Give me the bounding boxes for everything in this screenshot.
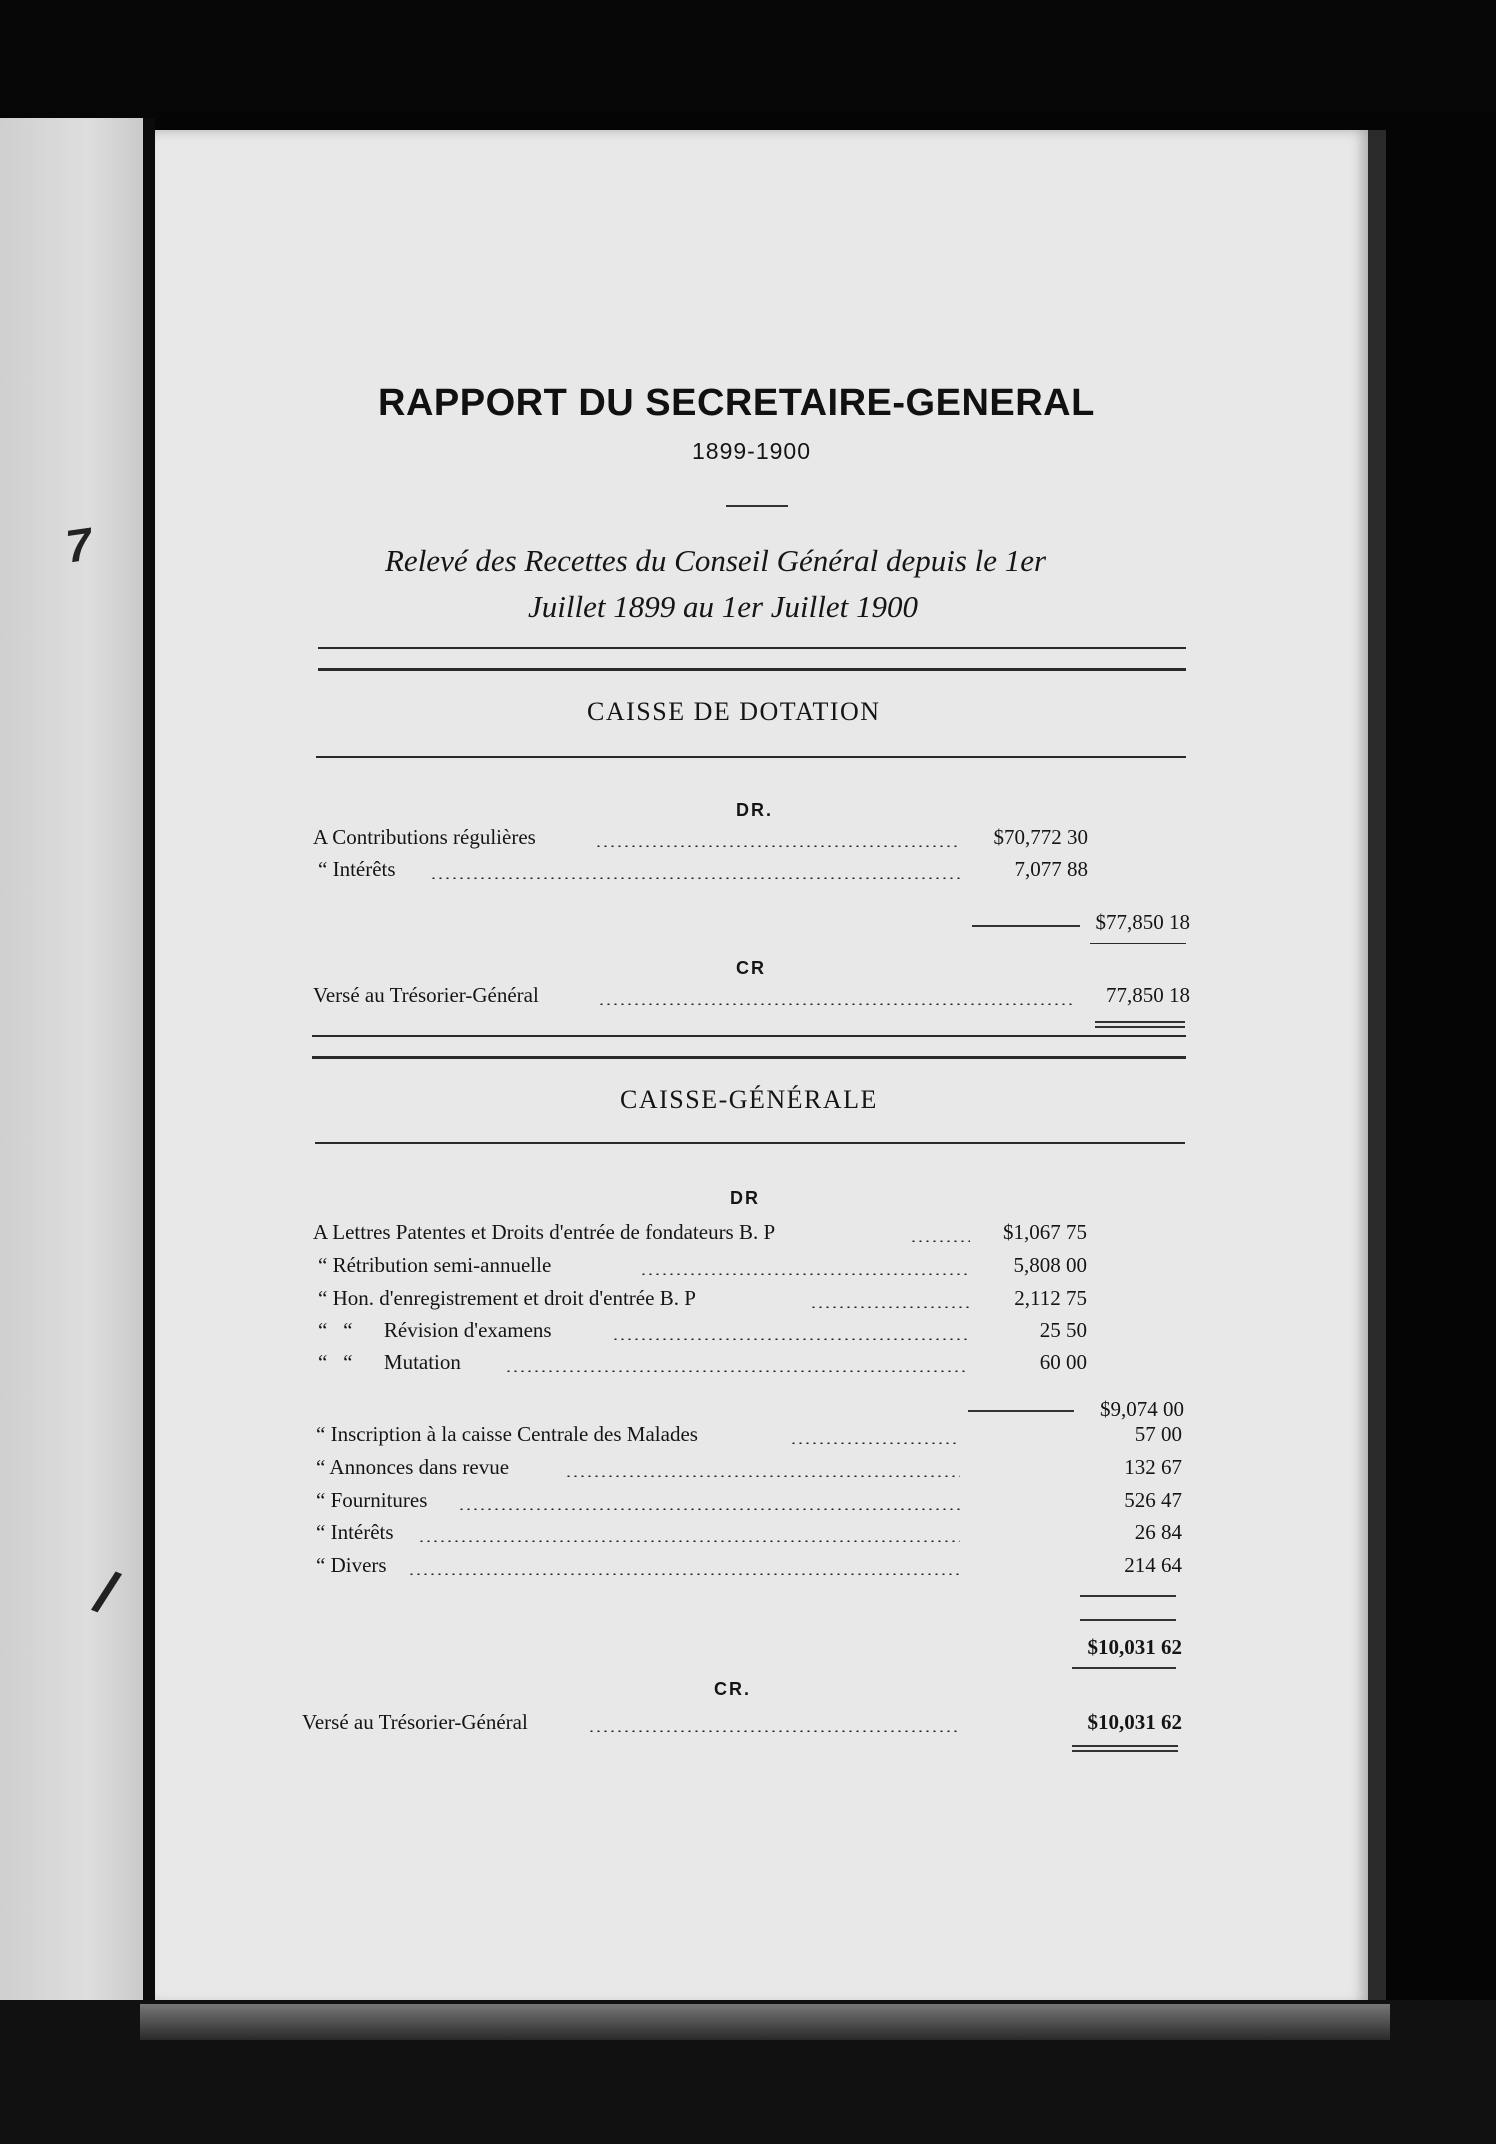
ledger-label: A Lettres Patentes et Droits d'entrée de fondateurs B. P [313,1220,776,1244]
ledger-label: A Contributions régulières [313,825,536,849]
ledger-row [0,1455,1496,1485]
ledger-total-row [0,910,1496,940]
ledger-label: “ Intérêts [318,857,396,881]
leader-dots [612,1338,967,1340]
sum-rule [1080,1619,1176,1621]
ledger-label: “ Inscription à la caisse Centrale des Malades [316,1422,698,1446]
sum-rule [1080,1595,1176,1597]
leader-dots [810,1306,970,1308]
section-heading-generale: CAISSE-GÉNÉRALE [620,1085,878,1114]
double-underline [1095,1021,1185,1028]
ledger-row [0,1422,1496,1452]
ledger-row [0,1488,1496,1518]
handwritten-tick-mark: / [86,1558,127,1627]
separator-rule [312,1035,1186,1037]
ledger-amount: 2,112 75 [1014,1286,1087,1310]
ledger-total: $77,850 18 [1095,910,1190,934]
report-subtitle-line-2: Juillet 1899 au 1er Juillet 1900 [528,589,919,624]
separator-rule [318,647,1186,649]
title-rule [726,505,788,507]
cr-label: CR [736,958,766,978]
ledger-amount: 5,808 00 [1013,1253,1087,1277]
total-underline [1090,943,1186,944]
ledger-amount: $70,772 30 [993,825,1088,849]
ledger-total-row [0,1635,1496,1665]
report-title: RAPPORT DU SECRETAIRE-GENERAL [378,382,1095,424]
ledger-amount: 57 00 [1134,1422,1182,1446]
ledger-amount: 60 00 [1039,1350,1087,1374]
leader-dots [408,1573,960,1575]
ledger-amount: 526 47 [1124,1488,1182,1512]
leader-dots [595,845,960,847]
book-bottom-edge [140,2004,1390,2040]
scan-top-border [0,0,1496,118]
ledger-amount: 214 64 [1124,1553,1182,1577]
double-underline [1072,1745,1178,1752]
ledger-label: “ Rétribution semi-annuelle [318,1253,552,1277]
leader-dots [588,1730,960,1732]
ledger-label: “ “ Mutation [318,1350,461,1374]
ledger-label: “ Intérêts [316,1520,394,1544]
ledger-label: “ Annonces dans revue [316,1455,510,1479]
ledger-row [0,1350,1496,1380]
leader-dots [505,1370,967,1372]
ledger-label: “ “ Révision d'examens [318,1318,552,1342]
handwritten-page-mark: 7 [62,517,96,573]
ledger-amount: 26 84 [1134,1520,1182,1544]
ledger-amount: 132 67 [1124,1455,1182,1479]
ledger-row [0,983,1496,1013]
ledger-row [0,1253,1496,1283]
section-rule [316,756,1186,758]
ledger-row [0,857,1496,887]
separator-rule [318,668,1186,671]
ledger-amount: 25 50 [1039,1318,1087,1342]
ledger-row [0,1286,1496,1316]
ledger-label: Versé au Trésorier-Général [313,983,539,1007]
leader-dots [458,1508,960,1510]
ledger-label: “ Fournitures [316,1488,428,1512]
ledger-row [0,1220,1496,1250]
leader-dots [598,1003,1073,1005]
cr-label: CR. [714,1679,751,1699]
section-rule [315,1142,1185,1144]
report-subtitle-line-1: Relevé des Recettes du Conseil Général depuis le 1er [385,543,1047,578]
facing-page-edge [0,118,145,2038]
section-heading-dotation: CAISSE DE DOTATION [587,697,881,726]
ledger-amount: 7,077 88 [1014,857,1088,881]
leader-dots [640,1273,970,1275]
dr-label: DR. [736,800,773,820]
ledger-total: $10,031 62 [1087,1635,1182,1659]
ledger-label: “ Hon. d'enregistrement et droit d'entrée B. P [318,1286,696,1310]
separator-rule [312,1056,1186,1059]
ledger-row [0,1553,1496,1583]
ledger-row [0,825,1496,855]
ledger-row [0,1710,1496,1740]
report-years: 1899-1900 [692,438,811,464]
dr-label: DR [730,1188,760,1208]
leader-dots [565,1475,960,1477]
ledger-amount: $10,031 62 [1087,1710,1182,1734]
total-underline [1072,1667,1176,1669]
ledger-label: “ Divers [316,1553,387,1577]
leader-dots [910,1240,970,1242]
ledger-label: Versé au Trésorier-Général [302,1710,528,1734]
ledger-row [0,1318,1496,1348]
leader-dots [430,877,960,879]
ledger-amount: 77,850 18 [1106,983,1190,1007]
leader-dots [418,1540,960,1542]
ledger-amount: $1,067 75 [1003,1220,1087,1244]
ledger-row [0,1520,1496,1550]
ledger-subtotal: $9,074 00 [1100,1397,1184,1421]
leader-dots [790,1442,960,1444]
